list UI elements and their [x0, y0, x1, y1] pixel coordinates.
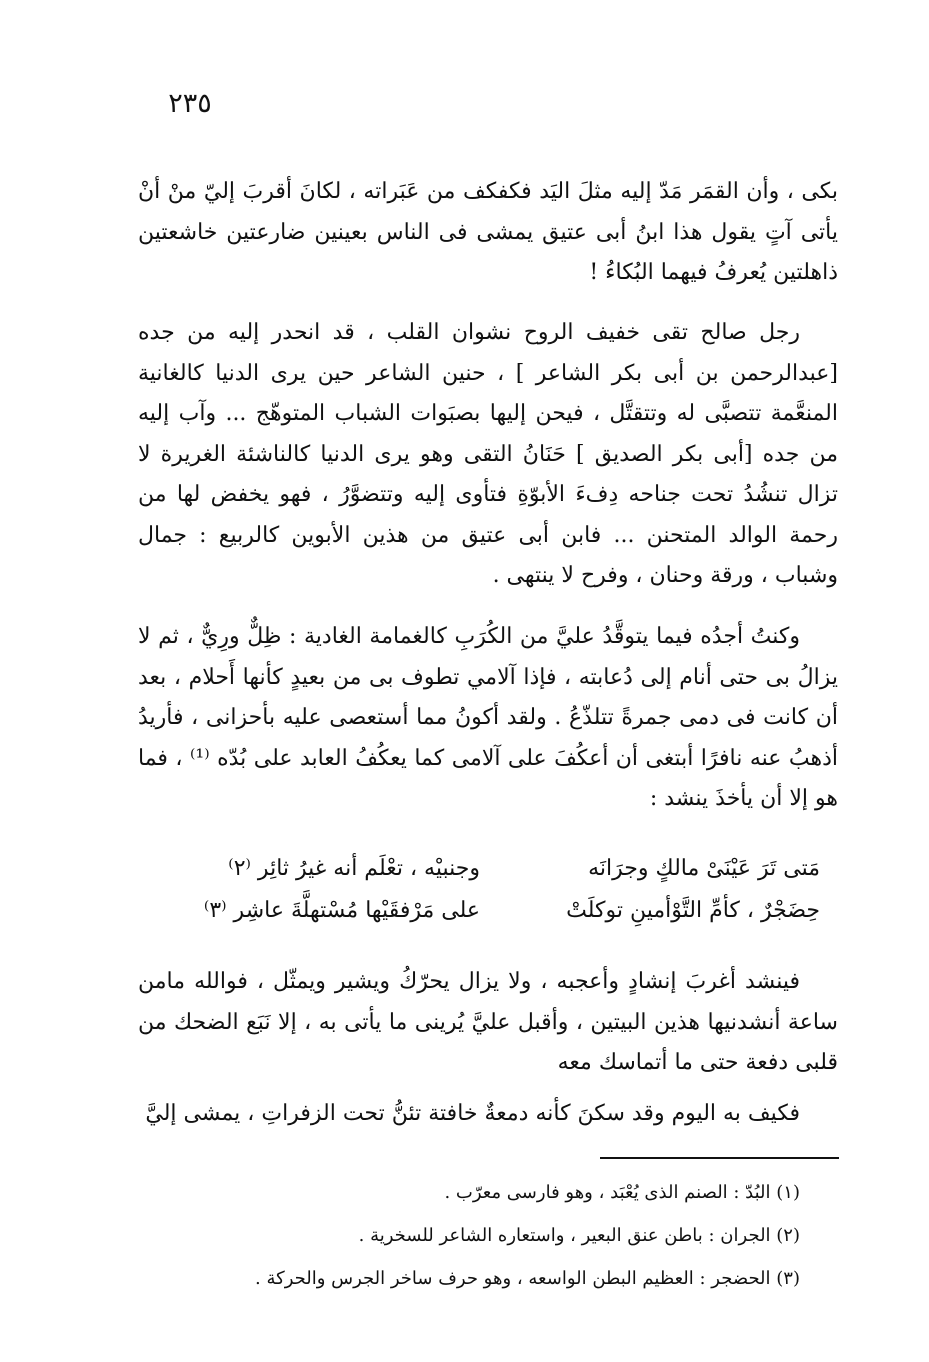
- verse-line: [180, 890, 820, 932]
- verse-first-hemistich: حِضَجْرٌ ، كأمِّ التَّوْأمينِ توكلَتْ: [566, 898, 820, 923]
- verse-second-hemistich: وجنبيْه ، تعْلَم أنه غيرُ ثائِر ⁽٢⁾: [228, 856, 480, 881]
- verse-first-hemistich: مَتى تَرَ عَيْنَىْ مالكٍ وجرَانَه: [588, 856, 820, 881]
- paragraph-4: فينشد أغربَ إنشادٍ وأعجبه ، ولا يزال يحرّكُ ويشير ويمثّل ، فوالله مامن ساعة أنشدنيها هذين البيتين ، وأقبل عليَّ يُرينى ما يأتى به ، إلا نَبَع الضحك من قلبى دفعة حتى ما أتماسك معه: [138, 969, 838, 1075]
- footnote-3: (٣) الحضجر : العظيم البطن الواسعه ، وهو حرف ساخر الجرس والحركة .: [255, 1268, 800, 1289]
- footnote-2: (٢) الجران : باطن عنق البعير ، واستعاره الشاعر للسخرية .: [358, 1225, 800, 1246]
- paragraph-2: رجل صالح تقى خفيف الروح نشوان القلب ، قد انحدر إليه من جده [عبدالرحمن بن أبى بكر الشاعر ] ، حنين الشاعر حين يرى الدنيا كالغانية المنعَّمة تتصبَّى له وتتقتَّل ، فيحن إليها بصبَوات الشباب المتوهّج ... وآب إليه من جده [أبى بكر الصديق ] حَنَانُ التقى وهو يرى الدنيا كالناشئة الغريرة لا تزال تنشُدُ تحت جناحه دِفءَ الأبوّةِ فتأوى إليه وتتضوَّرُ ، فهو يخفض لها من رحمة الوالد المتحنن ... فابن أبى عتيق من هذين الأبوين كالربيع : جمال وشباب ، ورقة وحنان ، وفرح لا ينتهى .: [138, 320, 838, 588]
- paragraph-3: وكنتُ أجدُه فيما يتوقَّدُ عليَّ من الكُرَبِ كالغمامة الغادية : ظِلٌّ ورِيٌّ ، ثم لا يزالُ بى حتى أنام إلى دُعابته ، فإذا آلامي تطوف بى من بعيدٍ كأنها أَحلام ، بعد أن كانت فى دمى جمرةً تتلذّعُ . ولقد أكونُ مما أستعصى عليه بأحزانى ، فأريدُ أذهبُ عنه نافرًا أبتغى أن أعكُفَ على آلامى كما يعكُفُ العابد على بُدّه ⁽¹⁾ ، فما هو إلا أن يأخذَ ينشد :: [138, 624, 838, 811]
- poem-verses: [180, 848, 820, 932]
- page-number: ٢٣٥: [168, 88, 212, 119]
- verse-second-hemistich: على مَرْفقَيْها مُسْتهلَّةَ عاشِر ⁽٣⁾: [203, 898, 480, 923]
- paragraph-5: فكيف به اليوم وقد سكنَ كأنه دمعةٌ خافتة تئنُّ تحت الزفراتِ ، يمشى إليَّ: [145, 1101, 800, 1126]
- footnotes: [140, 1175, 800, 1304]
- verse-line: [180, 848, 820, 890]
- footnote-1: (١) البُدّ : الصنم الذى يُعْبَد ، وهو فارسى معرّب .: [444, 1182, 800, 1203]
- paragraph-1: بكى ، وأن القمَر مَدّ إليه مثلَ اليَد فكفكف من عَبَراته ، لكانَ أقربَ إليّ منْ أنْ يأتى آتٍ يقول هذا ابنُ أبى عتيق يمشى فى الناس بعينين ضارعتين خاشعتين ذاهلتين يُعرفُ فيهما البُكاءُ !: [138, 179, 838, 285]
- footnote-separator: [600, 1157, 839, 1159]
